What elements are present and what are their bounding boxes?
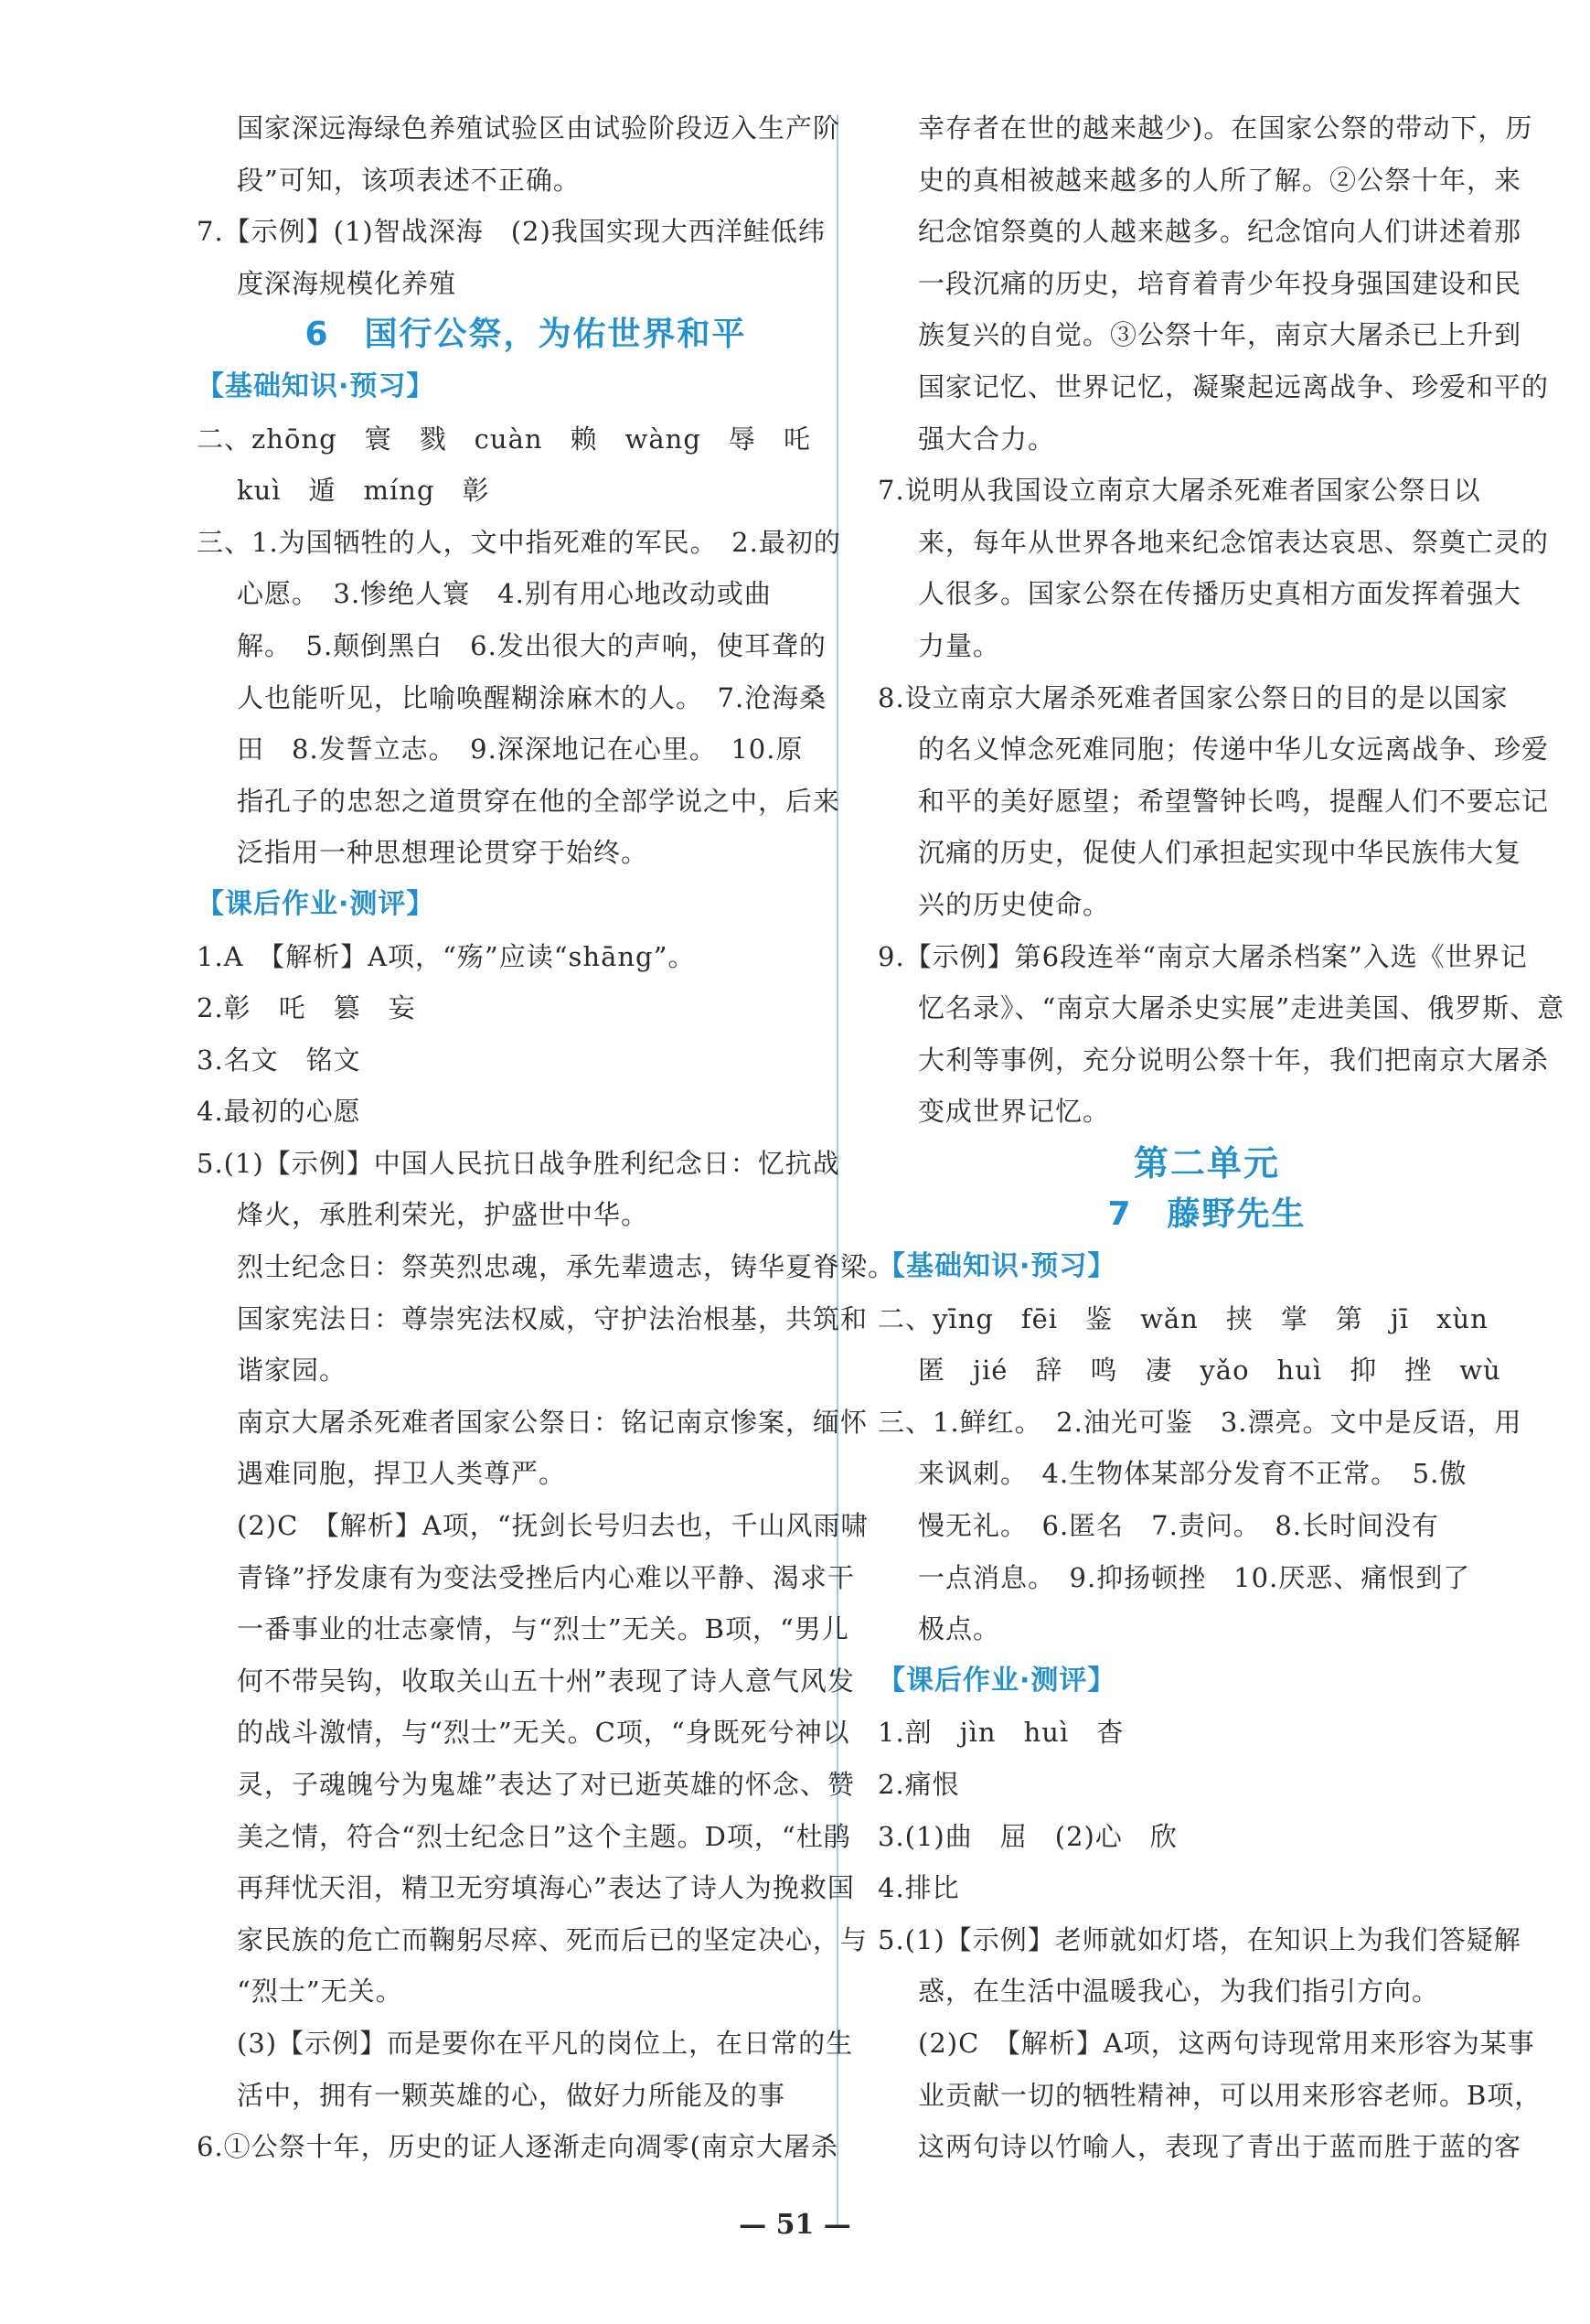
text-line: 人很多。国家公祭在传播历史真相方面发挥着强大 [918,578,1522,610]
text-line: 国家记忆、世界记忆，凝聚起远离战争、珍爱和平的 [918,370,1550,402]
text-line: 幸存者在世的越来越少)。在国家公祭的带动下，历 [918,112,1533,144]
section-heading: 【课后作业·测评】 [197,887,435,920]
text-line: 的名义悼念死难同胞；传递中华儿女远离战争、珍爱 [918,734,1550,766]
text-line: 惑，在生活中温暖我心，为我们指引方向。 [918,1976,1440,2008]
text-line: 业贡献一切的牺牲精神，可以用来形容老师。B项， [918,2079,1542,2111]
text-line: 国家深远海绿色养殖试验区由试验阶段迈入生产阶 [237,112,841,144]
text-line: (2)C 【解析】A项，这两句诗现常用来形容为某事 [918,2027,1535,2059]
text-line: 人也能听见，比喻唤醒糊涂麻木的人。 7.沧海桑 [237,681,827,713]
section-heading: 【基础知识·预习】 [197,369,435,402]
text-line: 来，每年从世界各地来纪念馆表达哀思、祭奠亡灵的 [918,526,1550,558]
text-line: 解。 5.颠倒黑白 6.发出很大的声响，使耳聋的 [237,629,827,661]
text-line: 纪念馆祭奠的人越来越多。纪念馆向人们讲述着那 [918,216,1522,248]
text-line: 6.①公祭十年，历史的证人逐渐走向凋零(南京大屠杀 [197,2131,838,2163]
text-line: 1.剖 jìn huì 杳 [878,1717,1125,1749]
text-line: (3)【示例】而是要你在平凡的岗位上，在日常的生 [237,2027,854,2059]
text-line: 匿 jié 辞 鸣 凄 yǎo huì 抑 挫 wù [918,1355,1501,1387]
section-heading: 【课后作业·测评】 [878,1664,1116,1697]
lesson-heading: 7 藤野先生 [1107,1195,1307,1234]
text-line: 美之情，符合“烈士纪念日”这个主题。D项，“杜鹃 [237,1820,851,1852]
text-line: 南京大屠杀死难者国家公祭日：铭记南京惨案，缅怀 [237,1406,869,1438]
text-line: 强大合力。 [918,423,1056,455]
text-line: 活中，拥有一颗英雄的心，做好力所能及的事 [237,2079,786,2111]
text-line: 史的真相被越来越多的人所了解。②公祭十年，来 [918,164,1522,196]
text-line: 灵，子魂魄兮为鬼雄”表达了对已逝英雄的怀念、赞 [237,1769,855,1800]
text-line: 烈士纪念日：祭英烈忠魂，承先辈遗志，铸华夏脊梁。 [237,1251,896,1283]
text-line: 忆名录》、“南京大屠杀史实展”走进美国、俄罗斯、意 [918,992,1565,1024]
text-line: 来讽刺。 4.生物体某部分发育不正常。 5.傲 [918,1458,1467,1490]
unit-heading: 第二单元 [1133,1142,1280,1183]
text-line: 烽火，承胜利荣光，护盛世中华。 [237,1199,649,1231]
text-line: 段”可知，该项表述不正确。 [237,164,581,196]
text-line: 谐家园。 [237,1355,347,1387]
text-line: 7.【示例】(1)智战深海 (2)我国实现大西洋鲑低纬 [197,216,826,248]
text-line: 慢无礼。 6.匿名 7.责问。 8.长时间没有 [918,1510,1440,1542]
text-line: 2.彰 吒 篡 妄 [197,992,416,1024]
text-line: 和平的美好愿望；希望警钟长鸣，提醒人们不要忘记 [918,785,1550,817]
text-line: 一段沉痛的历史，培育着青少年投身强国建设和民 [918,267,1522,299]
text-line: 泛指用一种思想理论贯穿于始终。 [237,837,649,869]
text-line: 族复兴的自觉。③公祭十年，南京大屠杀已上升到 [918,319,1522,351]
left-column [197,102,896,2173]
text-line: 极点。 [918,1613,1001,1645]
text-line: 3.名文 铭文 [197,1044,361,1076]
text-line: 三、1.为国牺牲的人，文中指死难的军民。 2.最初的 [197,526,841,558]
text-line: 度深海规模化养殖 [237,267,457,299]
text-line: 指孔子的忠恕之道贯穿在他的全部学说之中，后来 [237,785,841,817]
text-line: 家民族的危亡而鞠躬尽瘁、死而后已的坚定决心，与 [237,1923,869,1955]
text-line: 兴的历史使命。 [918,888,1111,920]
page-number: — 51 — [739,2209,851,2241]
text-line: 变成世界记忆。 [918,1096,1111,1128]
text-line: 3.(1)曲 屈 (2)心 欣 [878,1820,1178,1852]
text-line: 1.A 【解析】A项，“殇”应读“shāng”。 [197,940,696,972]
text-line: 遇难同胞，捍卫人类尊严。 [237,1458,567,1490]
text-line: 9.【示例】第6段连举“南京大屠杀档案”入选《世界记 [878,940,1528,972]
text-line: 二、yīng fēi 鉴 wǎn 挟 掌 第 jī xùn [878,1302,1489,1334]
text-line: (2)C 【解析】A项，“抚剑长号归去也，千山风雨啸 [237,1510,869,1542]
text-line: 7.说明从我国设立南京大屠杀死难者国家公祭日以 [878,475,1481,507]
text-line: 二、zhōng 寰 戮 cuàn 赖 wàng 辱 吒 [197,423,811,455]
text-line: 这两句诗以竹喻人，表现了青出于蓝而胜于蓝的客 [918,2131,1522,2163]
text-line: 田 8.发誓立志。 9.深深地记在心里。 10.原 [237,734,804,766]
text-line: 沉痛的历史，促使人们承担起实现中华民族伟大复 [918,837,1522,869]
lesson-heading: 6 国行公祭，为佑世界和平 [304,316,747,354]
text-line: 大利等事例，充分说明公祭十年，我们把南京大屠杀 [918,1044,1550,1076]
text-line: 国家宪法日：尊崇宪法权威，守护法治根基，共筑和 [237,1302,869,1334]
text-line: 4.最初的心愿 [197,1096,361,1128]
text-line: 的战斗激情，与“烈士”无关。C项，“身既死兮神以 [237,1717,850,1749]
text-line: 一番事业的壮志豪情，与“烈士”无关。B项，“男儿 [237,1613,849,1645]
text-line: 力量。 [918,629,1001,661]
text-line: kuì 遁 míng 彰 [237,475,490,507]
text-line: 青锋”抒发康有为变法受挫后内心难以平静、渴求干 [237,1561,855,1593]
section-heading: 【基础知识·预习】 [878,1250,1116,1283]
text-line: 何不带吴钩，收取关山五十州”表现了诗人意气风发 [237,1665,855,1697]
text-line: 8.设立南京大屠杀死难者国家公祭日的目的是以国家 [878,681,1509,713]
text-line: 2.痛恨 [878,1769,960,1800]
text-line: 再拜忧天泪，精卫无穷填海心”表达了诗人为挽救国 [237,1872,855,1904]
text-line: 一点消息。 9.抑扬顿挫 10.厌恶、痛恨到了 [918,1561,1471,1593]
text-line: 4.排比 [878,1872,960,1904]
text-line: 5.(1)【示例】中国人民抗日战争胜利纪念日：忆抗战 [197,1147,840,1179]
text-line: 三、1.鲜红。 2.油光可鉴 3.漂亮。文中是反语，用 [878,1406,1522,1438]
text-line: “烈士”无关。 [237,1976,403,2008]
right-column [878,102,1565,2173]
text-line: 心愿。 3.惨绝人寰 4.别有用心地改动或曲 [237,578,772,610]
text-line: 5.(1)【示例】老师就如灯塔，在知识上为我们答疑解 [878,1923,1521,1955]
